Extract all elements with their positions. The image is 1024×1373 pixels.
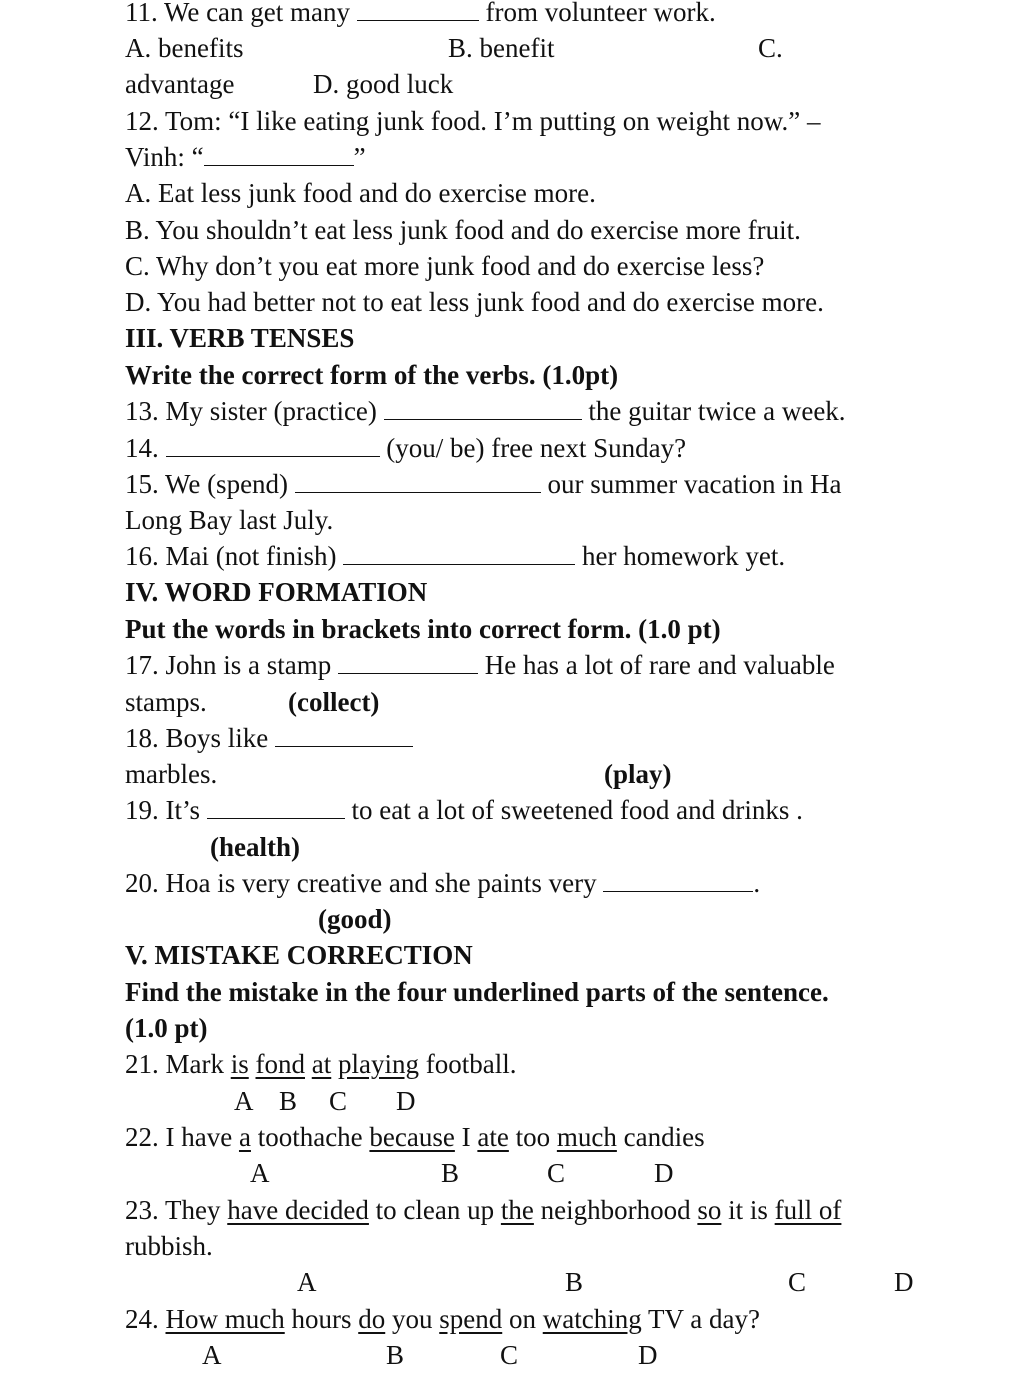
section-3-heading: III. VERB TENSES: [125, 323, 355, 353]
underlined-part-24-d[interactable]: watching: [542, 1304, 642, 1334]
answer-blank-12[interactable]: [204, 139, 354, 166]
underlined-part-21-c[interactable]: at: [311, 1049, 332, 1079]
underlined-part-23-b[interactable]: the: [500, 1195, 534, 1225]
question-12-line1: 12. Tom: “I like eating junk food. I’m putting on weight now.” –: [125, 106, 821, 136]
question-22: [125, 1119, 964, 1155]
option-12-d[interactable]: D. You had better not to eat less junk food and do exercise more.: [125, 287, 824, 317]
answer-blank-15[interactable]: [295, 466, 541, 493]
label-21-b: B: [279, 1086, 298, 1116]
section-3-instruction: Write the correct form of the verbs. (1.0pt): [125, 360, 619, 390]
underlined-part-21-a[interactable]: is: [230, 1049, 249, 1079]
label-22-c: C: [547, 1158, 566, 1188]
underlined-part-23-c[interactable]: so: [697, 1195, 722, 1225]
question-15-line2: Long Bay last July.: [125, 505, 334, 535]
question-12-line2: [125, 139, 964, 175]
option-12-a[interactable]: A. Eat less junk food and do exercise more.: [125, 178, 596, 208]
question-14: [125, 430, 964, 466]
question-15: [125, 466, 964, 502]
question-23-text-3: it is: [728, 1195, 768, 1225]
underlined-part-23-d[interactable]: full of: [774, 1195, 842, 1225]
option-11-b[interactable]: B. benefit: [448, 33, 555, 63]
underlined-part-23-a[interactable]: have decided: [227, 1195, 369, 1225]
question-23-start: 23. They: [125, 1195, 221, 1225]
question-24-number: 24.: [125, 1304, 159, 1334]
question-11-text-end: from volunteer work.: [485, 0, 716, 27]
answer-blank-18[interactable]: [275, 720, 413, 747]
label-23-d: D: [894, 1267, 914, 1297]
underlined-part-21-d[interactable]: playing: [338, 1049, 419, 1079]
question-15-text-end: our summer vacation in Ha: [547, 469, 842, 499]
underlined-part-24-a[interactable]: How much: [165, 1304, 285, 1334]
question-19-text: 19. It’s: [125, 795, 201, 825]
question-17-text-end: He has a lot of rare and valuable: [484, 650, 835, 680]
vinh-close-quote: ”: [353, 142, 366, 172]
question-14-number: 14.: [125, 433, 159, 463]
question-23-text-1: to clean up: [375, 1195, 495, 1225]
label-21-a: A: [234, 1086, 254, 1116]
answer-blank-13[interactable]: [384, 393, 582, 420]
question-23-text-2: neighborhood: [540, 1195, 691, 1225]
question-24-text-1: hours: [291, 1304, 352, 1334]
question-16: [125, 538, 964, 574]
answer-blank-14[interactable]: [166, 430, 380, 457]
option-12-b[interactable]: B. You shouldn’t eat less junk food and do exercise more fruit.: [125, 215, 801, 245]
question-21-number: 21. Mark: [125, 1049, 224, 1079]
section-4-heading: IV. WORD FORMATION: [125, 577, 428, 607]
label-24-c: C: [500, 1340, 519, 1370]
answer-blank-20[interactable]: [603, 865, 753, 892]
question-22-text-2: I: [461, 1122, 471, 1152]
question-16-text-end: her homework yet.: [581, 541, 786, 571]
section-4-instruction: Put the words in brackets into correct form. (1.0 pt): [125, 614, 721, 644]
label-24-d: D: [638, 1340, 658, 1370]
underlined-part-21-b[interactable]: fond: [255, 1049, 305, 1079]
question-18-line2: marbles.: [125, 759, 218, 789]
answer-blank-17[interactable]: [338, 647, 478, 674]
question-20-text: 20. Hoa is very creative and she paints very: [125, 868, 597, 898]
option-11-d[interactable]: D. good luck: [313, 69, 454, 99]
underlined-part-24-b[interactable]: do: [358, 1304, 386, 1334]
label-21-c: C: [329, 1086, 348, 1116]
label-22-d: D: [654, 1158, 674, 1188]
question-24: [125, 1301, 964, 1337]
question-17-text: 17. John is a stamp: [125, 650, 332, 680]
question-17-line2: stamps.: [125, 687, 207, 717]
question-24-text-3: on: [508, 1304, 536, 1334]
underlined-part-22-d[interactable]: much: [556, 1122, 617, 1152]
underlined-part-24-c[interactable]: spend: [439, 1304, 503, 1334]
label-22-a: A: [250, 1158, 270, 1188]
vinh-label: Vinh: “: [125, 142, 204, 172]
question-14-text: (you/ be) free next Sunday?: [386, 433, 687, 463]
question-23: [125, 1192, 1004, 1228]
section-5-points: (1.0 pt): [125, 1013, 208, 1043]
question-11: [125, 0, 964, 30]
hint-good: (good): [318, 904, 392, 934]
question-23-line2: rubbish.: [125, 1231, 213, 1261]
section-5-heading: V. MISTAKE CORRECTION: [125, 940, 473, 970]
label-22-b: B: [441, 1158, 460, 1188]
option-11-a[interactable]: A. benefits: [125, 33, 244, 63]
hint-health: (health): [210, 832, 300, 862]
question-24-tail: TV a day?: [647, 1304, 760, 1334]
option-12-c[interactable]: C. Why don’t you eat more junk food and do exercise less?: [125, 251, 765, 281]
question-17: [125, 647, 964, 683]
question-24-text-2: you: [391, 1304, 433, 1334]
question-22-tail: candies: [623, 1122, 705, 1152]
question-13-text-end: the guitar twice a week.: [588, 396, 846, 426]
label-24-b: B: [386, 1340, 405, 1370]
question-16-text: 16. Mai (not finish): [125, 541, 337, 571]
question-21: [125, 1046, 964, 1082]
question-11-text: 11. We can get many: [125, 0, 351, 27]
hint-play: (play): [604, 759, 672, 789]
section-5-instruction: Find the mistake in the four underlined parts of the sentence.: [125, 977, 829, 1007]
question-13-text: 13. My sister (practice): [125, 396, 377, 426]
option-11-c-text[interactable]: advantage: [125, 69, 235, 99]
question-22-text-3: too: [515, 1122, 551, 1152]
question-19-text-end: to eat a lot of sweetened food and drinks .: [351, 795, 803, 825]
question-20-period: .: [753, 868, 761, 898]
underlined-part-22-a[interactable]: a: [238, 1122, 251, 1152]
answer-blank-11[interactable]: [357, 0, 479, 21]
underlined-part-22-b[interactable]: because: [369, 1122, 455, 1152]
question-18: [125, 720, 964, 756]
question-22-start: 22. I have: [125, 1122, 233, 1152]
question-20: [125, 865, 964, 901]
label-23-c: C: [788, 1267, 807, 1297]
question-21-tail: football.: [425, 1049, 517, 1079]
question-15-text: 15. We (spend): [125, 469, 289, 499]
question-18-text: 18. Boys like: [125, 723, 269, 753]
question-22-text-1: toothache: [257, 1122, 363, 1152]
hint-collect: (collect): [288, 687, 380, 717]
question-19: [125, 792, 964, 828]
underlined-part-22-c[interactable]: ate: [477, 1122, 509, 1152]
label-23-b: B: [565, 1267, 584, 1297]
question-13: [125, 393, 964, 429]
option-11-c-letter[interactable]: C.: [758, 33, 783, 63]
answer-blank-16[interactable]: [343, 538, 575, 565]
answer-blank-19[interactable]: [207, 792, 345, 819]
label-21-d: D: [396, 1086, 416, 1116]
label-24-a: A: [202, 1340, 222, 1370]
label-23-a: A: [297, 1267, 317, 1297]
